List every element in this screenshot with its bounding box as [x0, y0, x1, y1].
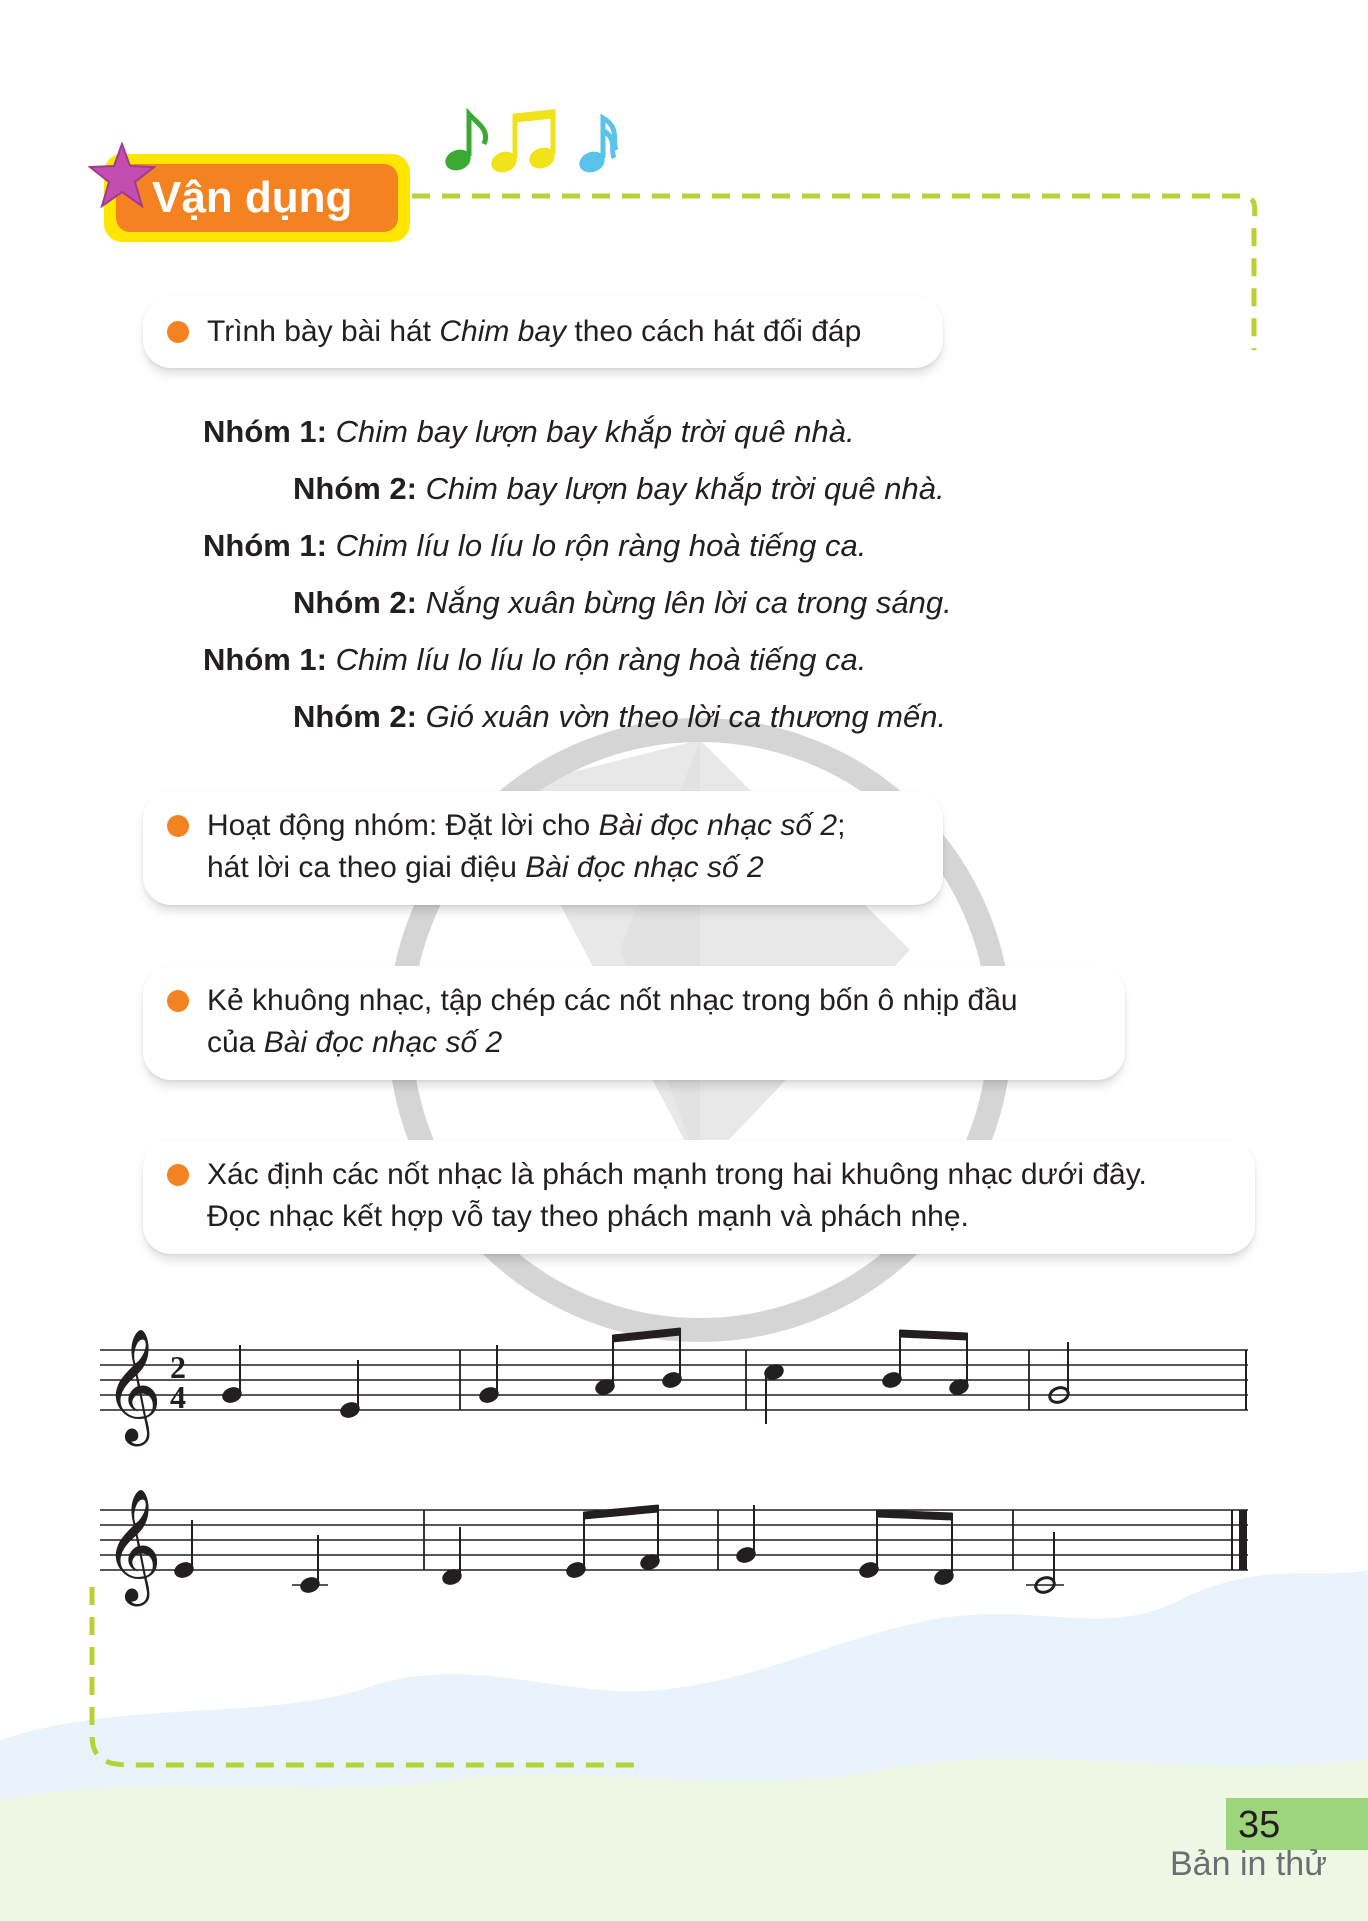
treble-clef-icon: 𝄞 [104, 1328, 162, 1442]
activity-1-text-post: theo cách hát đối đáp [566, 315, 862, 348]
group-label: Nhóm 1: [203, 642, 327, 677]
group-label: Nhóm 2: [293, 699, 417, 734]
lyric-text: Chim bay lượn bay khắp trời quê nhà. [335, 414, 855, 449]
dialogue-line-6 [293, 697, 946, 737]
dialogue-line-2 [293, 469, 945, 509]
activity-2-line-2-pre: hát lời ca theo giai điệu [207, 851, 526, 884]
group-label: Nhóm 1: [203, 414, 327, 449]
treble-clef-icon: 𝄞 [104, 1488, 162, 1602]
draft-label: Bản in thử [1170, 1845, 1327, 1883]
dialogue-line-5 [203, 640, 866, 680]
staff-2-notes [173, 1505, 1247, 1595]
section-title: Vận dụng [116, 164, 398, 232]
lyric-text: Chim líu lo líu lo rộn ràng hoà tiếng ca. [335, 642, 867, 677]
star-icon [88, 142, 156, 210]
activity-3-line-1: Kẻ khuông nhạc, tập chép các nốt nhạc trong bốn ô nhịp đầu [207, 984, 1018, 1017]
music-note-blue-icon [576, 118, 616, 176]
activity-4-line-2: Đọc nhạc kết hợp vỗ tay theo phách mạnh và phách nhẹ. [207, 1200, 969, 1233]
dialogue-line-4 [293, 583, 952, 623]
music-notes-yellow-icon [488, 112, 557, 176]
time-signature-bottom: 4 [170, 1379, 186, 1415]
activity-pill-2 [143, 791, 943, 905]
activity-1-song-title: Chim bay [439, 315, 567, 348]
bullet-dot-icon [167, 990, 189, 1012]
activity-1-text-pre: Trình bày bài hát [207, 315, 440, 348]
staff-2 [100, 1510, 1248, 1570]
lyric-text: Nắng xuân bừng lên lời ca trong sáng. [425, 585, 952, 620]
group-label: Nhóm 2: [293, 471, 417, 506]
activity-4-line-1: Xác định các nốt nhạc là phách mạnh trong hai khuông nhạc dưới đây. [207, 1158, 1147, 1191]
activity-3-line-2-pre: của [207, 1026, 264, 1059]
activity-2-line-1-post: ; [837, 809, 846, 842]
group-label: Nhóm 2: [293, 585, 417, 620]
dialogue-line-1 [203, 412, 855, 452]
dialogue-line-3 [203, 526, 866, 566]
music-note-green-icon [442, 114, 485, 174]
activity-2-line-1-pre: Hoạt động nhóm: Đặt lời cho [207, 809, 599, 842]
activity-2-line-2-title: Bài đọc nhạc số 2 [525, 851, 764, 884]
lyric-text: Chim líu lo líu lo rộn ràng hoà tiếng ca. [335, 528, 867, 563]
activity-3-line-2-title: Bài đọc nhạc số 2 [263, 1026, 503, 1059]
bullet-dot-icon [167, 321, 189, 343]
time-signature-top: 2 [170, 1349, 186, 1385]
activity-pill-1 [143, 296, 943, 368]
music-score [0, 1290, 1368, 1620]
page-number: 35 [1238, 1804, 1281, 1846]
lyric-text: Gió xuân vờn theo lời ca thương mến. [425, 699, 947, 734]
lyric-text: Chim bay lượn bay khắp trời quê nhà. [425, 471, 945, 506]
activity-pill-3 [143, 966, 1125, 1080]
activity-pill-4 [143, 1140, 1255, 1254]
bullet-dot-icon [167, 1164, 189, 1186]
group-label: Nhóm 1: [203, 528, 327, 563]
bullet-dot-icon [167, 815, 189, 837]
activity-2-line-1-title: Bài đọc nhạc số 2 [598, 809, 838, 842]
